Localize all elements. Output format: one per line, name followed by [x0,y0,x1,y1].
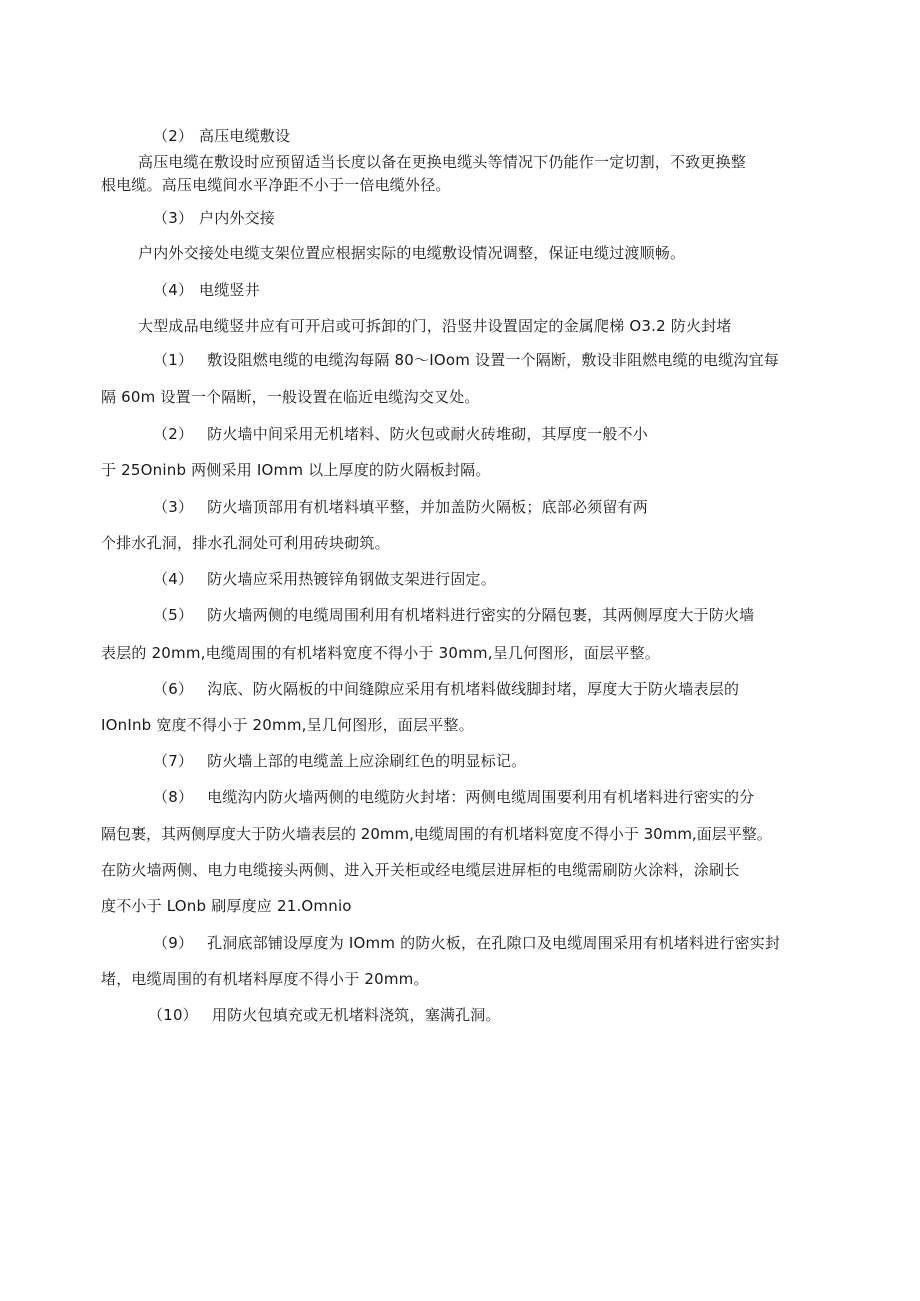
item-7-text-1: 防火墙上部的电缆盖上应涂刷红色的明显标记。 [207,752,527,770]
section-2-body-line-2: 根电缆。高压电缆间水平净距不小于一倍电缆外径。 [101,176,451,194]
item-2-text-1: 防火墙中间采用无机堵料、防火包或耐火砖堆砌，其厚度一般不小 [207,425,648,443]
section-3-title: 户内外交接 [199,209,276,227]
section-4-body-line-1: 大型成品电缆竖井应有可开启或可拆卸的门，沿竖井设置固定的金属爬梯 O3.2 防火封堵 [138,317,732,335]
item-6-line-1 [153,679,739,699]
section-3-heading [153,208,275,228]
item-4-line-1 [153,569,496,589]
item-5-number: （5） [153,606,194,624]
item-8-number: （8） [153,788,194,806]
item-9-text-1: 孔洞底部铺设厚度为 IOmm 的防火板，在孔隙口及电缆周围采用有机堵料进行密实封 [207,934,781,952]
item-8-text-1: 电缆沟内防火墙两侧的电缆防火封堵：两侧电缆周围要利用有机堵料进行密实的分 [207,788,755,806]
item-8-line-1 [153,787,754,807]
item-1-text-1: 敷设阻燃电缆的电缆沟每隔 80～IOom 设置一个隔断，敷设非阻燃电缆的电缆沟宜每 [207,351,780,369]
section-4-title: 电缆竖井 [199,281,260,299]
item-10-line-1 [148,1005,501,1025]
item-2-line-1 [153,424,648,444]
item-9-line-2: 堵，电缆周围的有机堵料厚度不得小于 20mm。 [101,970,429,988]
section-3-number: （3） [153,209,194,227]
item-1-line-1 [153,350,779,370]
item-3-text-1: 防火墙顶部用有机堵料填平整，并加盖防火隔板；底部必须留有两 [207,498,648,516]
item-8-line-2: 隔包裹，其两侧厚度大于防火墙表层的 20mm,电缆周围的有机堵料宽度不得小于 30mm,面层平整。 [101,825,772,843]
item-7-number: （7） [153,752,194,770]
item-3-line-2: 个排水孔洞，排水孔洞处可利用砖块砌筑。 [101,534,390,552]
item-1-number: （1） [153,351,194,369]
section-2-body-line-1: 高压电缆在敷设时应预留适当长度以备在更换电缆头等情况下仍能作一定切割，不致更换整 [138,153,747,171]
section-2-heading [153,126,290,146]
item-9-line-1 [153,933,780,953]
item-5-line-1 [153,605,754,625]
item-10-text-1: 用防火包填充或无机堵料浇筑，塞满孔洞。 [211,1006,501,1024]
item-3-number: （3） [153,498,194,516]
item-8-line-3: 在防火墙两侧、电力电缆接头两侧、进入开关柜或经电缆层进屏柜的电缆需刷防火涂料，涂刷长 [101,861,740,879]
item-2-number: （2） [153,425,194,443]
item-6-text-1: 沟底、防火隔板的中间缝隙应采用有机堵料做线脚封堵，厚度大于防火墙表层的 [207,680,740,698]
section-2-number: （2） [153,127,194,145]
section-2-title: 高压电缆敷设 [199,127,291,145]
section-4-heading [153,280,260,300]
section-3-body-line-1: 户内外交接处电缆支架位置应根据实际的电缆敷设情况调整，保证电缆过渡顺畅。 [138,244,686,262]
item-6-line-2: IOnInb 宽度不得小于 20mm,呈几何图形，面层平整。 [101,716,474,734]
section-4-number: （4） [153,281,194,299]
item-8-line-4: 度不小于 LOnb 刷厚度应 21.Omnio [101,897,352,915]
item-6-number: （6） [153,680,194,698]
item-7-line-1 [153,751,526,771]
item-1-line-2: 隔 60m 设置一个隔断，一般设置在临近电缆沟交叉处。 [101,388,480,406]
item-2-line-2: 于 25Oninb 两侧采用 IOmm 以上厚度的防火隔板封隔。 [101,461,491,479]
item-9-number: （9） [153,934,194,952]
item-5-line-2: 表层的 20mm,电缆周围的有机堵料宽度不得小于 30mm,呈几何图形，面层平整。 [101,644,660,662]
item-10-number: （10） [148,1006,198,1024]
item-4-number: （4） [153,570,194,588]
item-3-line-1 [153,497,648,517]
item-4-text-1: 防火墙应采用热镀锌角钢做支架进行固定。 [207,570,496,588]
item-5-text-1: 防火墙两侧的电缆周围利用有机堵料进行密实的分隔包裹，其两侧厚度大于防火墙 [207,606,755,624]
